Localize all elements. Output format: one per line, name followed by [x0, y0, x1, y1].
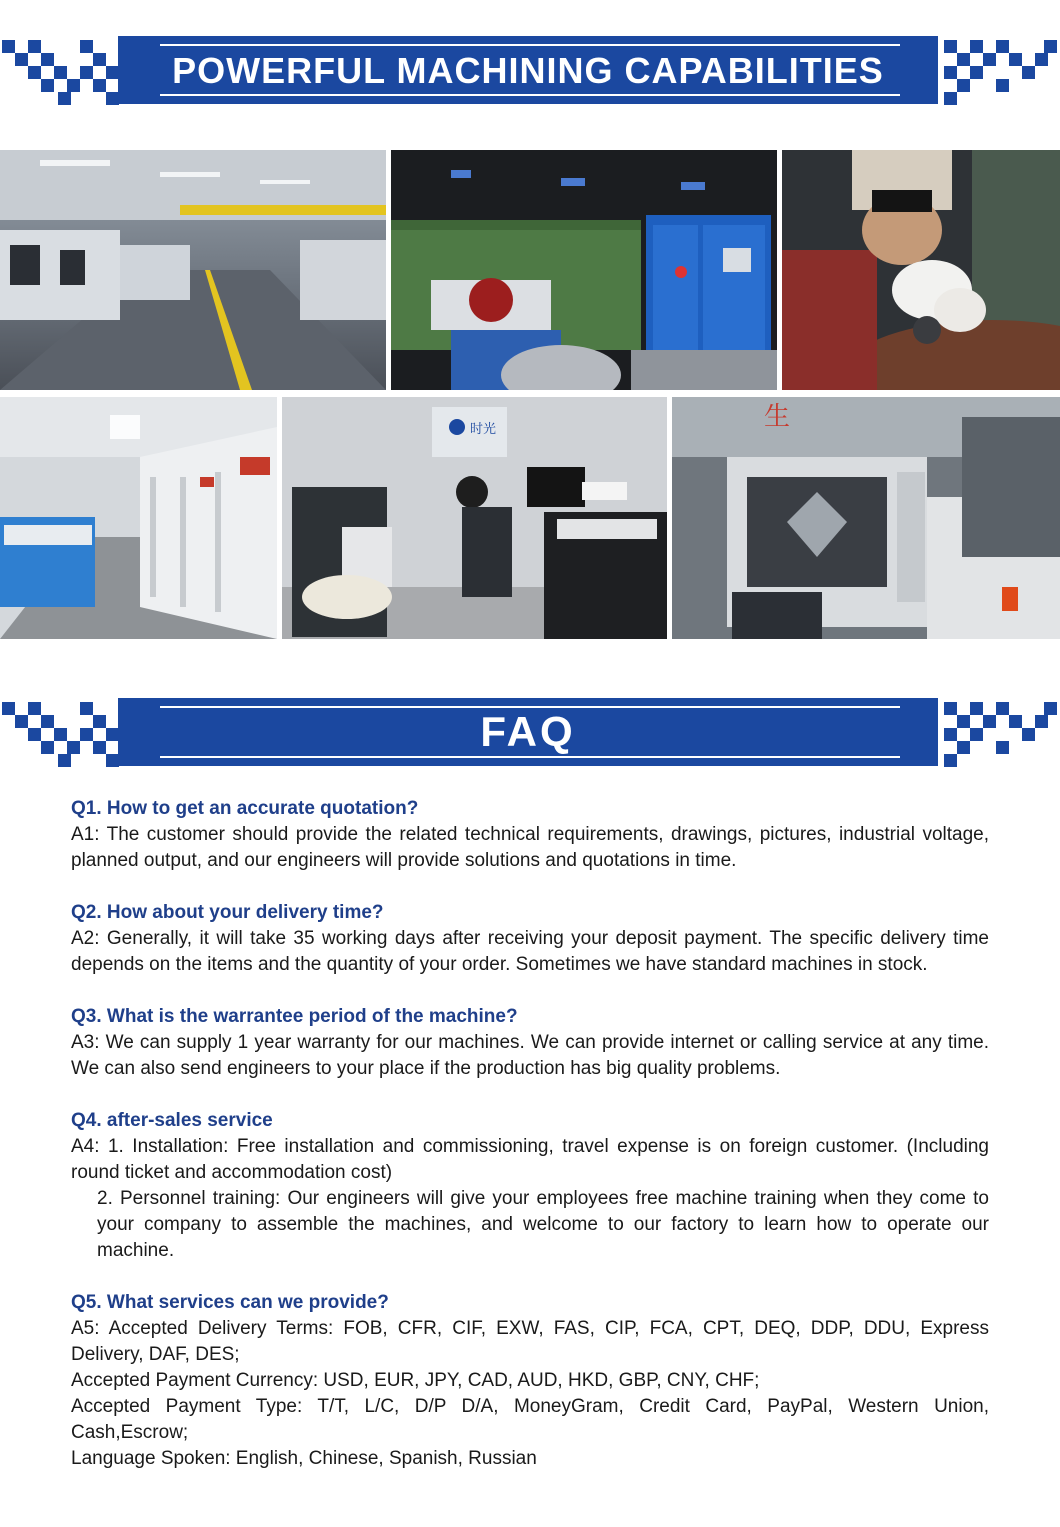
checker-square [41, 741, 54, 754]
faq-answer-4 [71, 1134, 989, 1264]
faq-answer-2: A2: Generally, it will take 35 working days after receiving your deposit payment. The specific delivery time depends on the items and the quantity of your order. Sometimes we have standard machines in stock. [71, 928, 989, 975]
checker-square [957, 53, 970, 66]
checker-square [15, 715, 28, 728]
checker-square [80, 728, 93, 741]
checker-square [80, 40, 93, 53]
faq-title: FAQ [480, 708, 576, 755]
checker-square [970, 728, 983, 741]
checker-square [54, 728, 67, 741]
checker-square [996, 79, 1009, 92]
checker-square [944, 702, 957, 715]
checker-square [28, 728, 41, 741]
checker-square [28, 66, 41, 79]
faq-answer-3: A3: We can supply 1 year warranty for our machines. We can provide internet or calling service at any time. We can also send engineers to your place if the production has big quality problems. [71, 1032, 989, 1079]
checker-square [983, 53, 996, 66]
brand-badge-text: 时光 [470, 422, 497, 437]
factory-hall-photo [0, 150, 386, 390]
checker-square [957, 715, 970, 728]
checker-square [1035, 715, 1048, 728]
checker-square [1022, 66, 1035, 79]
faq-answer-5-payment-type: Accepted Payment Type: T/T, L/C, D/P D/A, MoneyGram, Credit Card, PayPal, Western Union, Cash,Escrow; [71, 1396, 989, 1443]
checker-square [970, 702, 983, 715]
checker-square [944, 92, 957, 105]
worker-inspection-photo [782, 150, 1060, 390]
faq-banner [0, 692, 1060, 772]
checker-square [28, 40, 41, 53]
checker-square [15, 53, 28, 66]
faq-answer-5-language: Language Spoken: English, Chinese, Spanish, Russian [71, 1448, 537, 1469]
checker-square [957, 79, 970, 92]
checker-square [80, 66, 93, 79]
banner-rule-top [160, 44, 900, 46]
checker-square [996, 741, 1009, 754]
faq-item-1 [71, 796, 989, 874]
checker-square [67, 79, 80, 92]
checker-square [957, 741, 970, 754]
cnc-center-photo [672, 397, 1060, 639]
checker-square [944, 66, 957, 79]
faq-question-4: Q4. after-sales service [71, 1110, 273, 1131]
test-machine-photo [391, 150, 777, 390]
faq-question-2: Q2. How about your delivery time? [71, 902, 384, 923]
checker-square [1044, 702, 1057, 715]
faq-answer-5-currency: Accepted Payment Currency: USD, EUR, JPY, CAD, AUD, HKD, GBP, CNY, CHF; [71, 1370, 760, 1391]
faq-question-3: Q3. What is the warrantee period of the machine? [71, 1006, 518, 1027]
faq-answer-5 [71, 1316, 989, 1472]
checker-square [2, 702, 15, 715]
checker-square [58, 92, 71, 105]
checker-square [80, 702, 93, 715]
impact-tester-photo [282, 397, 667, 639]
control-cabinets-photo [0, 397, 277, 639]
checker-square [93, 79, 106, 92]
checker-square [1009, 715, 1022, 728]
checker-square [54, 66, 67, 79]
machining-title: POWERFUL MACHINING CAPABILITIES [172, 50, 884, 91]
faq-item-5 [71, 1290, 989, 1472]
checker-square [93, 53, 106, 66]
checker-square [67, 741, 80, 754]
checker-square [93, 741, 106, 754]
faq-item-2 [71, 900, 989, 978]
faq-item-3 [71, 1004, 989, 1082]
checker-square [41, 715, 54, 728]
checker-square [28, 702, 41, 715]
faq-answer-4-installation: A4: 1. Installation: Free installation and commissioning, travel expense is on foreign customer. (Including round ticket and accommodation cost) [71, 1136, 989, 1183]
checker-square [944, 754, 957, 767]
checker-square [1009, 53, 1022, 66]
sign-char-text: 生 [764, 402, 791, 432]
checker-square [983, 715, 996, 728]
faq-answer-5-delivery-terms: A5: Accepted Delivery Terms: FOB, CFR, CIF, EXW, FAS, CIP, FCA, CPT, DEQ, DDP, DDU, Express Delivery, DAF, DES; [71, 1318, 989, 1365]
checker-square [58, 754, 71, 767]
faq-question-5: Q5. What services can we provide? [71, 1292, 389, 1313]
banner-rule-bottom [160, 94, 900, 96]
checker-square [996, 702, 1009, 715]
faq-section [71, 796, 989, 1498]
faq-answer-4-training: 2. Personnel training: Our engineers will give your employees free machine training when they come to your company to assemble the machines, and welcome to our factory to learn how to operate our machine. [97, 1188, 989, 1261]
checker-square [41, 53, 54, 66]
checker-square [93, 715, 106, 728]
faq-question-1: Q1. How to get an accurate quotation? [71, 798, 419, 819]
faq-item-4 [71, 1108, 989, 1264]
faq-answer-1: A1: The customer should provide the related technical requirements, drawings, pictures, industrial voltage, planned output, and our engineers will provide solutions and quotations in time. [71, 824, 989, 871]
checker-square [2, 40, 15, 53]
checker-square [944, 40, 957, 53]
checker-square [970, 66, 983, 79]
checker-square [944, 728, 957, 741]
checker-square [1044, 40, 1057, 53]
checker-square [970, 40, 983, 53]
machining-banner [0, 30, 1060, 110]
checker-square [1022, 728, 1035, 741]
checker-square [1035, 53, 1048, 66]
checker-square [996, 40, 1009, 53]
checker-square [41, 79, 54, 92]
